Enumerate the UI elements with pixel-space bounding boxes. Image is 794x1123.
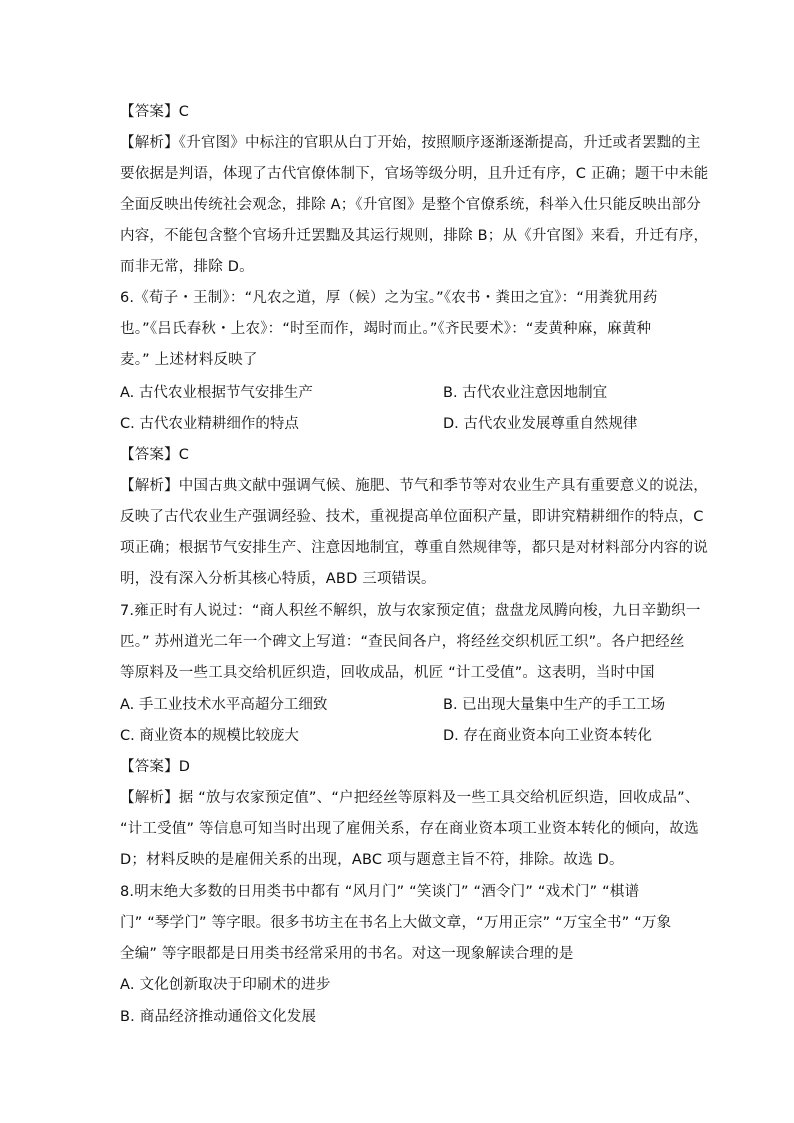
q8-stem-line-1: 8.明末绝大多数的日用类书中都有 “风月门” “笑谈门” “酒令门” “戏术门” “棋谱 — [120, 884, 640, 900]
q8-option-a: A. 文化创新取决于印刷术的进步 — [120, 977, 331, 993]
q5-analysis-line-5: 而非无常，排除 D。 — [120, 259, 254, 275]
q7-stem-line-2: 匹。” 苏州道光二年一个碑文上写道：“查民间各户，将经丝交织机匠工织”。各户把经丝 — [120, 634, 685, 650]
q6-answer: 【答案】C — [120, 447, 190, 463]
q5-analysis-line-1: 【解析】《升官图》中标注的官职从白丁开始，按照顺序逐渐逐渐提高，升迁或者罢黜的主 — [120, 135, 701, 151]
q6-option-a: A. 古代农业根据节气安排生产 — [120, 385, 313, 401]
q7-option-d: D. 存在商业资本向工业资本转化 — [443, 728, 652, 744]
q7-analysis-line-3: D；材料反映的是雇佣关系的出现，ABC 项与题意主旨不符，排除。故选 D。 — [120, 852, 624, 868]
q6-analysis-line-1: 【解析】中国古典文献中强调气候、施肥、节气和季节等对农业生产具有重要意义的说法， — [120, 478, 708, 494]
q7-option-c: C. 商业资本的规模比较庞大 — [120, 728, 299, 744]
q5-analysis-line-4: 内容，不能包含整个官场升迁罢黜及其运行规则，排除 B；从《升官图》来看，升迁有序， — [120, 228, 709, 244]
q6-analysis-line-4: 明，没有深入分析其核心特质，ABD 三项错误。 — [120, 571, 436, 587]
q6-stem-line-1: 6.《荀子・王制》：“凡农之道，厚（候）之为宝。”《农书・粪田之宜》：“用粪犹用药 — [120, 290, 658, 306]
q5-analysis-line-2: 要依据是判语，体现了古代官僚体制下，官场等级分明，且升迁有序，C 正确；题干中未能 — [120, 166, 709, 182]
q6-stem-line-3: 麦。” 上述材料反映了 — [120, 352, 258, 368]
q5-analysis-line-3: 全面反映出传统社会观念，排除 A；《升官图》是整个官僚系统，科举入仕只能反映出部分 — [120, 197, 701, 213]
q7-analysis-line-1: 【解析】据 “放与农家预定值”、“户把经丝等原料及一些工具交给机匠织造，回收成品”、 — [120, 790, 700, 806]
q8-stem-line-3: 全编” 等字眼都是日用类书经常采用的书名。对这一现象解读合理的是 — [120, 946, 574, 962]
q7-option-b: B. 已出现大量集中生产的手工工场 — [443, 697, 666, 713]
q7-stem-line-1: 7.雍正时有人说过：“商人积丝不解织，放与农家预定值；盘盘龙凤腾向梭，九日辛勤织一 — [120, 603, 701, 619]
q6-option-d: D. 古代农业发展尊重自然规律 — [443, 416, 638, 432]
q6-option-b: B. 古代农业注意因地制宜 — [443, 385, 608, 401]
q7-stem-line-3: 等原料及一些工具交给机匠织造，回收成品，机匠 “计工受值”。这表明，当时中国 — [120, 665, 655, 681]
q6-option-c: C. 古代农业精耕细作的特点 — [120, 416, 299, 432]
q6-analysis-line-2: 反映了古代农业生产强调经验、技术，重视提高单位面积产量，即讲究精耕细作的特点，C — [120, 509, 704, 525]
q6-stem-line-2: 也。”《吕氏春秋・上农》：“时至而作，竭时而止。”《齐民要术》：“麦黄种麻，麻黄种 — [120, 321, 652, 337]
q8-option-b: B. 商品经济推动通俗文化发展 — [120, 1009, 317, 1025]
q8-stem-line-2: 门” “琴学门” 等字眼。很多书坊主在书名上大做文章，“万用正宗” “万宝全书” “万象 — [120, 915, 672, 931]
q7-answer: 【答案】D — [120, 759, 191, 775]
q7-option-a: A. 手工业技术水平高超分工细致 — [120, 697, 328, 713]
q6-analysis-line-3: 项正确；根据节气安排生产、注意因地制宜，尊重自然规律等，都只是对材料部分内容的说 — [120, 540, 708, 556]
q7-analysis-line-2: “计工受值” 等信息可知当时出现了雇佣关系，存在商业资本项工业资本转化的倾向，故选 — [120, 821, 699, 837]
q5-answer: 【答案】C — [120, 104, 190, 120]
